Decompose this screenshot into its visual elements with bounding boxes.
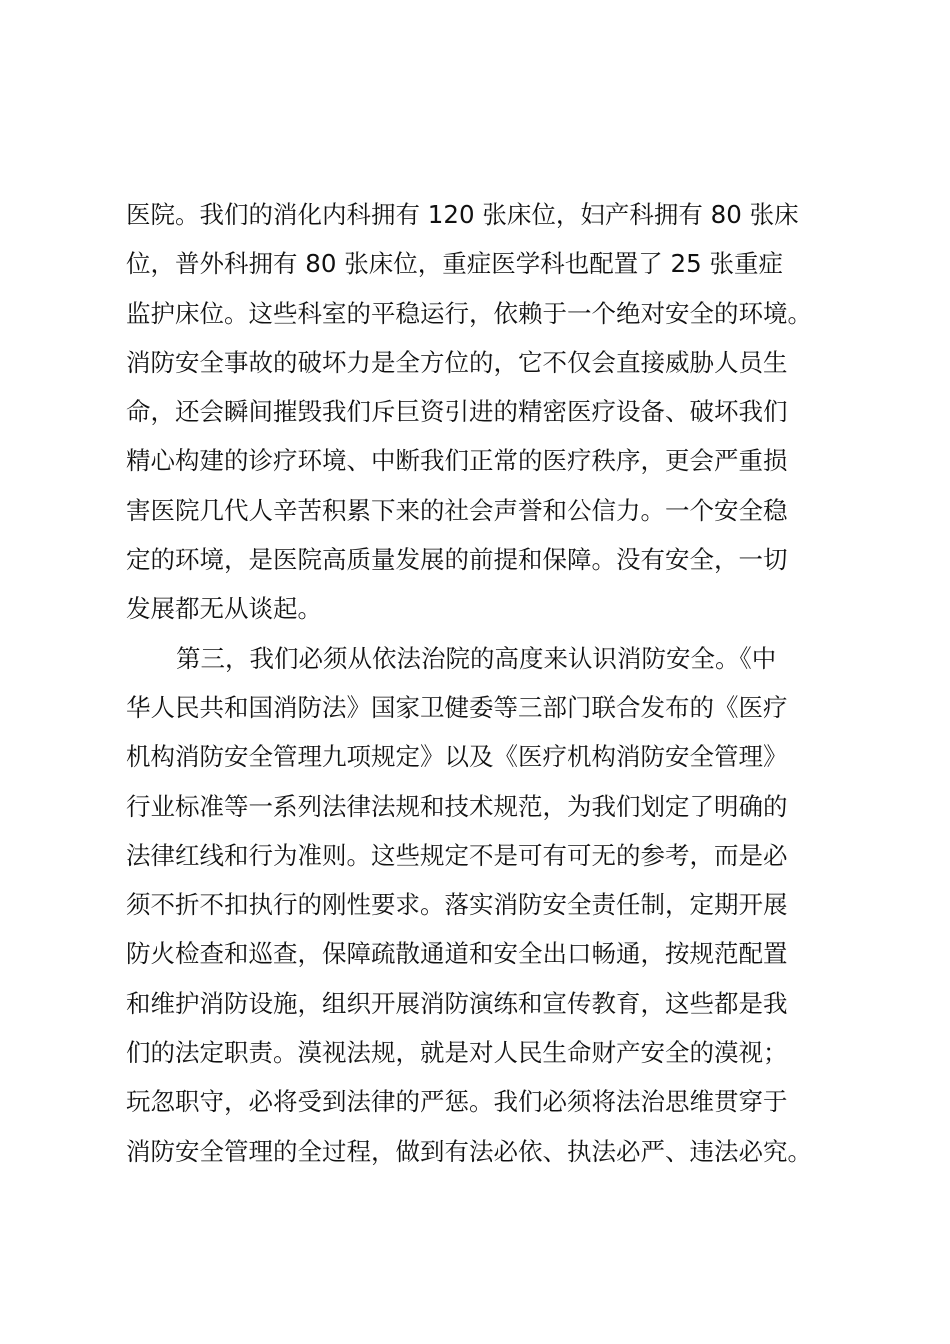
document-body — [126, 190, 846, 1176]
text-line: 消防安全管理的全过程，做到有法必依、执法必严、违法必究。 — [126, 1136, 812, 1166]
text-line: 机构消防安全管理九项规定》以及《医疗机构消防安全管理》 — [126, 742, 788, 772]
text-line: 精心构建的诊疗环境、中断我们正常的医疗秩序，更会严重损 — [126, 446, 788, 476]
text-line: 医院。我们的消化内科拥有 120 张床位，妇产科拥有 80 张床 — [126, 200, 799, 229]
text-line: 和维护消防设施，组织开展消防演练和宣传教育，这些都是我 — [126, 988, 788, 1018]
text-line: 害医院几代人辛苦积累下来的社会声誉和公信力。一个安全稳 — [126, 495, 788, 525]
paragraph-hospital-safety — [126, 190, 846, 634]
text-line: 法律红线和行为准则。这些规定不是可有可无的参考，而是必 — [126, 840, 788, 870]
text-line-indented: 第三，我们必须从依法治院的高度来认识消防安全。《中 — [176, 643, 777, 673]
text-line: 须不折不扣执行的刚性要求。落实消防安全责任制，定期开展 — [126, 890, 788, 920]
text-line: 防火检查和巡查，保障疏散通道和安全出口畅通，按规范配置 — [126, 939, 788, 969]
text-line: 行业标准等一系列法律法规和技术规范，为我们划定了明确的 — [126, 791, 788, 821]
paragraph-legal-perspective — [126, 634, 846, 1176]
text-line: 发展都无从谈起。 — [126, 594, 322, 624]
text-line: 玩忽职守，必将受到法律的严惩。我们必须将法治思维贯穿于 — [126, 1087, 788, 1117]
text-line: 华人民共和国消防法》国家卫健委等三部门联合发布的《医疗 — [126, 692, 788, 722]
text-line: 命，还会瞬间摧毁我们斥巨资引进的精密医疗设备、破坏我们 — [126, 397, 788, 427]
text-line: 消防安全事故的破坏力是全方位的，它不仅会直接威胁人员生 — [126, 347, 788, 377]
text-line: 定的环境，是医院高质量发展的前提和保障。没有安全，一切 — [126, 545, 788, 575]
text-line: 位，普外科拥有 80 张床位，重症医学科也配置了 25 张重症 — [126, 249, 783, 279]
text-line: 监护床位。这些科室的平稳运行，依赖于一个绝对安全的环境。 — [126, 298, 812, 328]
text-line: 们的法定职责。漠视法规，就是对人民生命财产安全的漠视； — [126, 1038, 788, 1068]
